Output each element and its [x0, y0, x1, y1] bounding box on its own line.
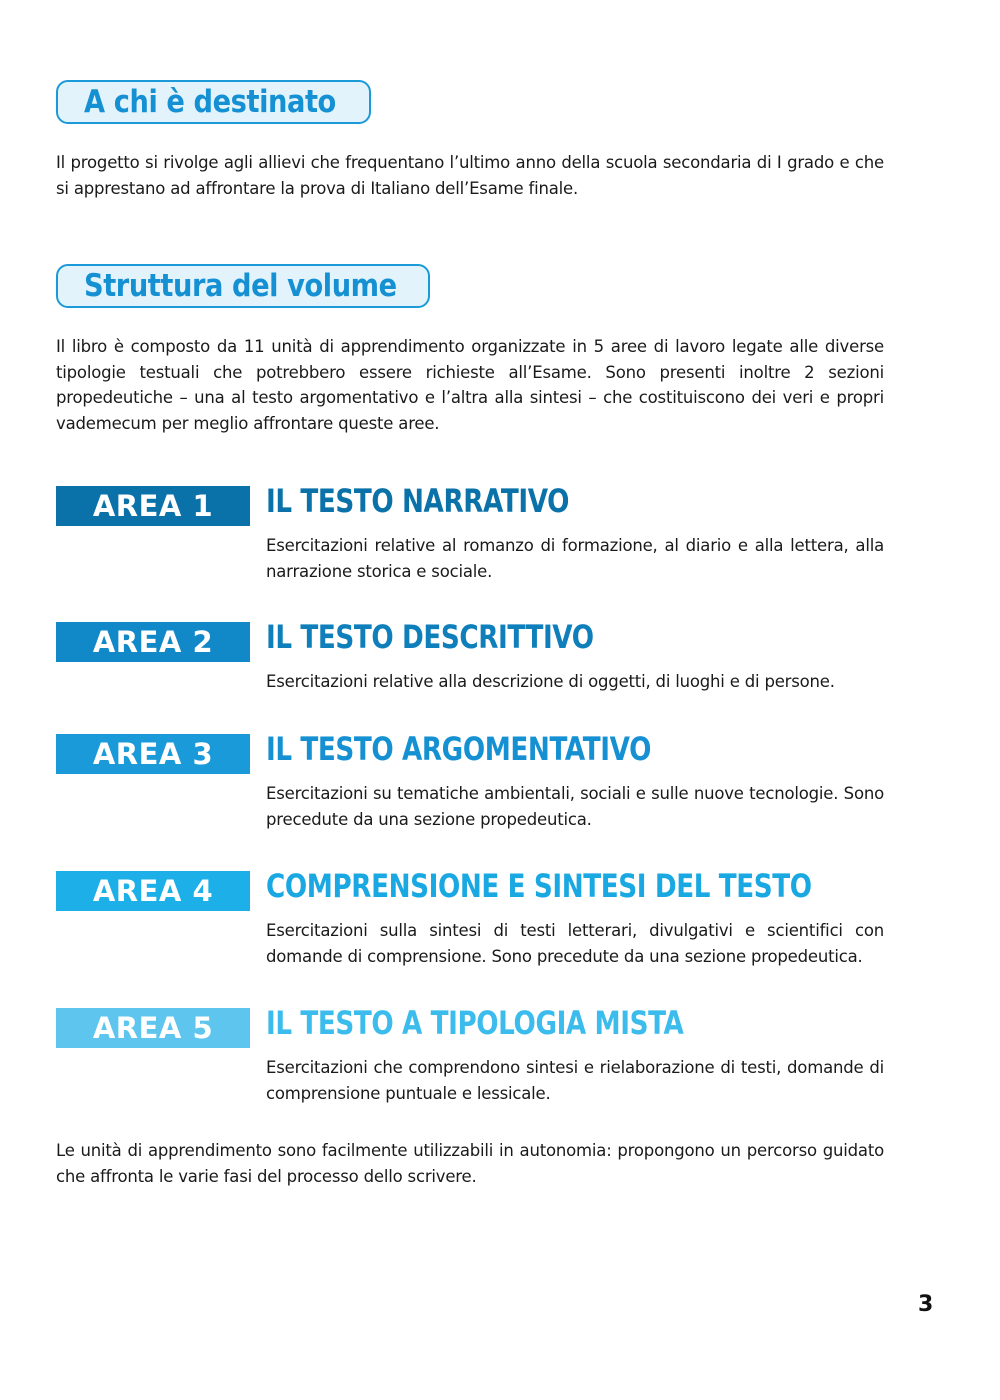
- area-item: [56, 618, 886, 732]
- area-badge-label: AREA 3: [92, 737, 214, 771]
- area-item: [56, 1004, 886, 1118]
- area-title: COMPRENSIONE E SINTESI DEL TESTO: [266, 867, 812, 905]
- area-item: [56, 482, 886, 596]
- section-heading-box: [56, 80, 371, 124]
- area-badge-label: AREA 2: [92, 625, 214, 659]
- area-description: Esercitazioni sulla sintesi di testi letterari, divulgativi e scientifici con domande di comprensione. Sono precedute da una sezione propedeutica.: [266, 921, 884, 966]
- area-description: Esercitazioni relative alla descrizione di oggetti, di luoghi e di persone.: [266, 672, 835, 691]
- area-badge-label: AREA 1: [92, 489, 214, 523]
- area-title: IL TESTO ARGOMENTATIVO: [266, 730, 651, 768]
- section-heading: Struttura del volume: [84, 268, 397, 304]
- area-description: Esercitazioni che comprendono sintesi e rielaborazione di testi, domande di comprensione puntuale e lessicale.: [266, 1058, 884, 1103]
- area-badge: [56, 734, 250, 774]
- area-item: [56, 867, 886, 981]
- area-description: Esercitazioni su tematiche ambientali, sociali e sulle nuove tecnologie. Sono precedute da una sezione propedeutica.: [266, 784, 884, 829]
- area-description: Esercitazioni relative al romanzo di formazione, al diario e alla lettera, alla narrazione storica e sociale.: [266, 536, 884, 581]
- area-badge: [56, 871, 250, 911]
- section-paragraph: Il progetto si rivolge agli allievi che frequentano l’ultimo anno della scuola secondaria di I grado e che si apprestano ad affrontare la prova di Italiano dell’Esame finale.: [56, 153, 884, 198]
- area-badge-label: AREA 4: [92, 874, 214, 908]
- section-heading: A chi è destinato: [84, 84, 336, 120]
- section-paragraph: Il libro è composto da 11 unità di apprendimento organizzate in 5 aree di lavoro legate alle diverse tipologie testuali che potrebbero essere richieste all’Esame. Sono presenti inoltre 2 sezioni propedeutiche – una al testo argomentativo e l’altra alla sintesi – che costituiscono dei veri e propri vademecum per meglio affrontare queste aree.: [56, 337, 884, 433]
- area-badge: [56, 1008, 250, 1048]
- area-badge-label: AREA 5: [92, 1011, 214, 1045]
- area-title: IL TESTO A TIPOLOGIA MISTA: [266, 1004, 684, 1042]
- area-title: IL TESTO DESCRITTIVO: [266, 618, 594, 656]
- closing-paragraph: Le unità di apprendimento sono facilmente utilizzabili in autonomia: propongono un percorso guidato che affronta le varie fasi del processo dello scrivere.: [56, 1141, 884, 1186]
- area-item: [56, 730, 886, 844]
- area-title: IL TESTO NARRATIVO: [266, 482, 570, 520]
- section-heading-box: [56, 264, 430, 308]
- page-number: 3: [918, 1292, 934, 1317]
- area-badge: [56, 486, 250, 526]
- area-badge: [56, 622, 250, 662]
